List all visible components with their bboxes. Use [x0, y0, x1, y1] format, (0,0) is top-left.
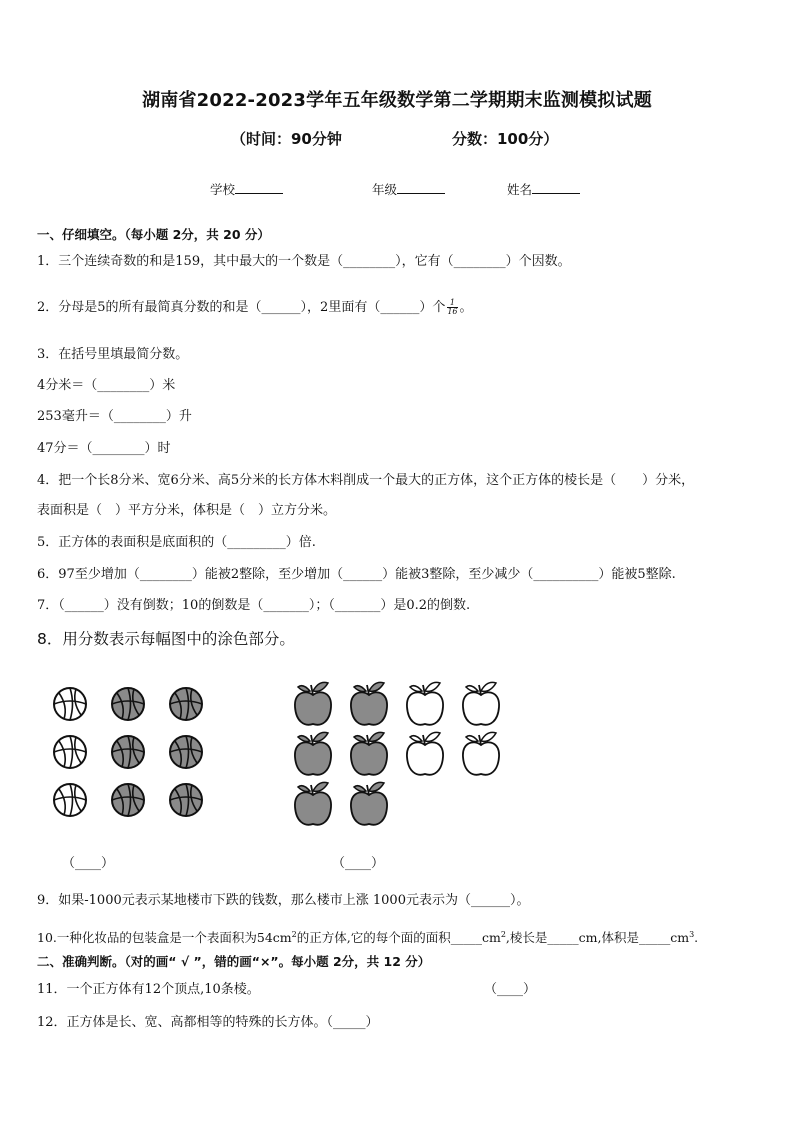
name-label: 姓名 — [507, 182, 533, 197]
basketball-answer: （____） — [62, 856, 115, 871]
apple-plain — [407, 682, 443, 724]
basketball-shaded — [112, 784, 144, 816]
question-10-part-a: 10.一种化妆品的包装盒是一个表面积为54cm — [37, 930, 292, 945]
apple-figure — [285, 675, 515, 835]
basketball-shaded — [112, 736, 144, 768]
grade-label: 年级 — [372, 182, 398, 197]
basketball-plain — [54, 736, 86, 768]
question-2 — [37, 296, 473, 316]
name-field[interactable] — [507, 180, 580, 198]
fraction-denominator: 16 — [447, 307, 458, 316]
school-field[interactable] — [210, 180, 283, 198]
apple-shaded — [351, 782, 387, 824]
question-3-line-2: 253毫升＝（________）升 — [37, 409, 192, 424]
apple-shaded — [295, 732, 331, 774]
apple-shaded — [351, 682, 387, 724]
question-10-part-c: ,棱长是_____cm,体积是_____cm — [505, 930, 690, 945]
question-4-line-2: 表面积是（ ）平方分米，体积是（ ）立方分米。 — [37, 503, 337, 518]
superscript-2: 2 — [291, 929, 297, 939]
fraction-1-16 — [447, 299, 457, 316]
section-2-heading: 二、准确判断。（对的画“ √ ”，错的画“×”。每小题 2分，共 12 分） — [37, 954, 431, 969]
question-7: 7．（______）没有倒数；10的倒数是（_______）；（_______）是0.2的倒数. — [37, 598, 471, 613]
exam-time: （时间：90分钟 — [231, 130, 342, 148]
page-title: 湖南省2022-2023学年五年级数学第二学期期末监测模拟试题 — [142, 90, 652, 111]
basketball-shaded — [170, 688, 202, 720]
basketball-plain — [54, 784, 86, 816]
apple-plain — [407, 732, 443, 774]
question-11-answer: （____） — [484, 982, 537, 997]
section-1-heading: 一、仔细填空。（每小题 2分，共 20 分） — [37, 227, 270, 242]
question-3-line-1: 4分米＝（________）米 — [37, 378, 176, 393]
school-blank[interactable] — [235, 181, 283, 194]
fraction-numerator: 1 — [447, 299, 457, 308]
apple-shaded — [295, 682, 331, 724]
apple-answer: （____） — [332, 856, 385, 871]
question-9: 9．如果-1000元表示某地楼市下跌的钱数，那么楼市上涨 1000元表示为（______）。 — [37, 893, 530, 908]
basketball-figure — [40, 680, 220, 830]
exam-score: 分数：100分） — [452, 130, 559, 148]
question-6: 6．97至少增加（________）能被2整除，至少增加（______）能被3整除，至少减少（__________）能被5整除. — [37, 567, 676, 582]
question-5: 5．正方体的表面积是底面积的（_________）倍. — [37, 535, 316, 550]
basketball-shaded — [170, 784, 202, 816]
question-1: 1．三个连续奇数的和是159，其中最大的一个数是（________），它有（________）个因数。 — [37, 254, 571, 269]
question-10 — [37, 928, 698, 946]
question-3-stem: 3．在括号里填最简分数。 — [37, 347, 189, 362]
apple-shaded — [351, 732, 387, 774]
question-2-text: 2．分母是5的所有最简真分数的和是（______），2里面有（______）个 — [37, 300, 446, 315]
superscript-3: 3 — [689, 929, 695, 939]
question-10-part-b: 的正方体,它的每个面的面积_____cm — [296, 930, 501, 945]
basketball-shaded — [170, 736, 202, 768]
basketball-shaded — [112, 688, 144, 720]
question-11: 11．一个正方体有12个顶点,10条棱。 — [37, 982, 260, 997]
superscript-2b: 2 — [500, 929, 506, 939]
question-12: 12．正方体是长、宽、高都相等的特殊的长方体。（_____） — [37, 1015, 379, 1030]
question-8-stem: 8．用分数表示每幅图中的涂色部分。 — [37, 630, 295, 648]
apple-plain — [463, 732, 499, 774]
school-label: 学校 — [210, 182, 236, 197]
question-2-end: 。 — [459, 300, 473, 315]
apple-shaded — [295, 782, 331, 824]
basketball-plain — [54, 688, 86, 720]
question-10-part-d: . — [694, 930, 699, 945]
grade-field[interactable] — [372, 180, 445, 198]
question-3-line-3: 47分＝（________）时 — [37, 441, 171, 456]
question-4-line-1: 4．把一个长8分米、宽6分米、高5分米的长方体木料削成一个最大的正方体，这个正方体的棱长是（ ）分米， — [37, 473, 695, 488]
apple-plain — [463, 682, 499, 724]
name-blank[interactable] — [532, 181, 580, 194]
grade-blank[interactable] — [397, 181, 445, 194]
